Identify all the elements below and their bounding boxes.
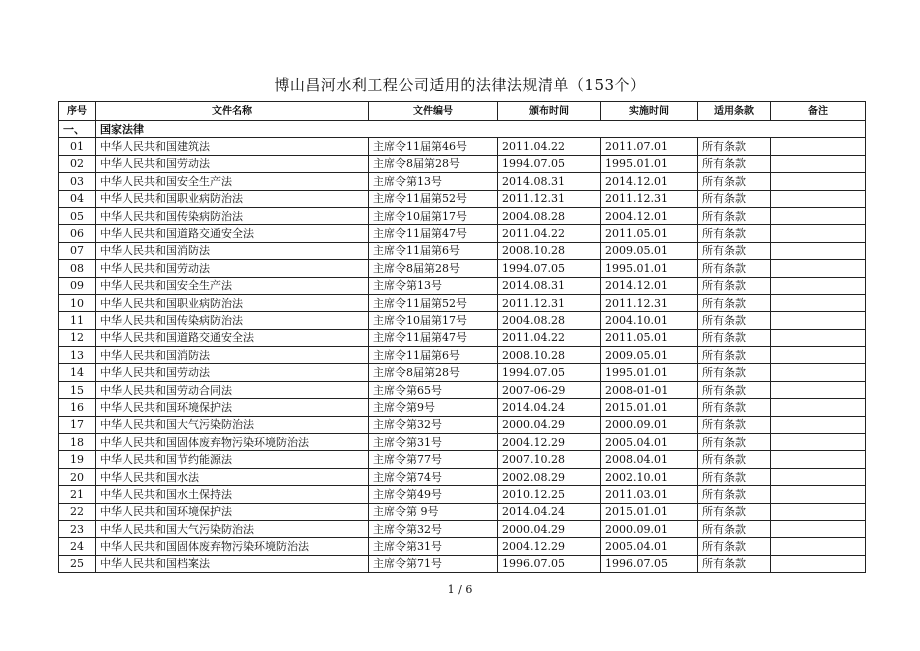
cell-effective: 2000.09.01: [601, 520, 698, 537]
cell-clause: 所有条款: [698, 190, 771, 207]
cell-issued: 1996.07.05: [498, 555, 601, 572]
cell-name: 中华人民共和国劳动合同法: [96, 381, 369, 398]
cell-effective: 2005.04.01: [601, 434, 698, 451]
cell-no: 06: [59, 225, 96, 242]
cell-note: [771, 312, 866, 329]
cell-note: [771, 364, 866, 381]
table-row: [59, 399, 866, 416]
cell-clause: 所有条款: [698, 225, 771, 242]
cell-code: 主席令11届第52号: [369, 190, 498, 207]
table-row: [59, 538, 866, 555]
table-row: [59, 242, 866, 259]
cell-no: 25: [59, 555, 96, 572]
cell-effective: 2011.05.01: [601, 329, 698, 346]
cell-note: [771, 155, 866, 172]
cell-note: [771, 434, 866, 451]
cell-effective: 1995.01.01: [601, 260, 698, 277]
cell-effective: 2011.07.01: [601, 138, 698, 155]
cell-name: 中华人民共和国传染病防治法: [96, 207, 369, 224]
cell-no: 07: [59, 242, 96, 259]
cell-effective: 2008-01-01: [601, 381, 698, 398]
cell-issued: 2004.08.28: [498, 312, 601, 329]
cell-name: 中华人民共和国劳动法: [96, 155, 369, 172]
cell-issued: 2014.08.31: [498, 173, 601, 190]
cell-note: [771, 242, 866, 259]
cell-clause: 所有条款: [698, 277, 771, 294]
cell-issued: 2014.04.24: [498, 503, 601, 520]
section-no: 一、: [59, 121, 96, 138]
cell-note: [771, 451, 866, 468]
cell-clause: 所有条款: [698, 451, 771, 468]
cell-effective: 2015.01.01: [601, 399, 698, 416]
cell-code: 主席令8届第28号: [369, 260, 498, 277]
cell-code: 主席令第 9号: [369, 503, 498, 520]
cell-note: [771, 486, 866, 503]
cell-no: 09: [59, 277, 96, 294]
table-row: [59, 520, 866, 537]
page-number: 1 / 6: [447, 583, 473, 596]
cell-code: 主席令10届第17号: [369, 312, 498, 329]
table-row: [59, 555, 866, 572]
cell-no: 18: [59, 434, 96, 451]
cell-note: [771, 260, 866, 277]
table-row: [59, 225, 866, 242]
cell-issued: 2008.10.28: [498, 347, 601, 364]
cell-code: 主席令11届第6号: [369, 347, 498, 364]
cell-issued: 2011.12.31: [498, 294, 601, 311]
cell-name: 中华人民共和国消防法: [96, 242, 369, 259]
cell-code: 主席令11届第46号: [369, 138, 498, 155]
cell-issued: 2007-06-29: [498, 381, 601, 398]
cell-issued: 1994.07.05: [498, 364, 601, 381]
cell-issued: 2010.12.25: [498, 486, 601, 503]
cell-code: 主席令第49号: [369, 486, 498, 503]
cell-no: 04: [59, 190, 96, 207]
cell-no: 16: [59, 399, 96, 416]
cell-no: 19: [59, 451, 96, 468]
table-row: [59, 416, 866, 433]
cell-effective: 2011.12.31: [601, 190, 698, 207]
cell-name: 中华人民共和国水法: [96, 468, 369, 485]
cell-note: [771, 190, 866, 207]
cell-issued: 2014.08.31: [498, 277, 601, 294]
cell-name: 中华人民共和国固体废弃物污染环境防治法: [96, 434, 369, 451]
cell-clause: 所有条款: [698, 538, 771, 555]
cell-issued: 2002.08.29: [498, 468, 601, 485]
cell-effective: 2004.12.01: [601, 207, 698, 224]
header-issued: 颁布时间: [498, 102, 601, 121]
cell-code: 主席令11届第47号: [369, 329, 498, 346]
cell-name: 中华人民共和国劳动法: [96, 364, 369, 381]
cell-note: [771, 468, 866, 485]
cell-effective: 2002.10.01: [601, 468, 698, 485]
cell-name: 中华人民共和国道路交通安全法: [96, 225, 369, 242]
cell-code: 主席令第31号: [369, 434, 498, 451]
cell-issued: 2004.12.29: [498, 434, 601, 451]
cell-issued: 1994.07.05: [498, 155, 601, 172]
cell-no: 02: [59, 155, 96, 172]
cell-note: [771, 520, 866, 537]
cell-note: [771, 555, 866, 572]
cell-effective: 2000.09.01: [601, 416, 698, 433]
cell-note: [771, 399, 866, 416]
cell-issued: 2011.04.22: [498, 225, 601, 242]
cell-code: 主席令第74号: [369, 468, 498, 485]
cell-code: 主席令第77号: [369, 451, 498, 468]
cell-code: 主席令第9号: [369, 399, 498, 416]
cell-note: [771, 329, 866, 346]
document-title: 博山昌河水利工程公司适用的法律法规清单（153个）: [274, 76, 646, 94]
cell-code: 主席令第32号: [369, 520, 498, 537]
table-row: [59, 364, 866, 381]
cell-effective: 2011.12.31: [601, 294, 698, 311]
cell-no: 21: [59, 486, 96, 503]
header-clause: 适用条款: [698, 102, 771, 121]
cell-name: 中华人民共和国劳动法: [96, 260, 369, 277]
cell-code: 主席令第65号: [369, 381, 498, 398]
cell-no: 15: [59, 381, 96, 398]
cell-clause: 所有条款: [698, 381, 771, 398]
cell-no: 24: [59, 538, 96, 555]
cell-no: 22: [59, 503, 96, 520]
cell-clause: 所有条款: [698, 434, 771, 451]
cell-name: 中华人民共和国大气污染防治法: [96, 416, 369, 433]
cell-name: 中华人民共和国道路交通安全法: [96, 329, 369, 346]
section-row: [59, 121, 866, 138]
cell-effective: 2014.12.01: [601, 173, 698, 190]
cell-no: 13: [59, 347, 96, 364]
cell-issued: 2011.12.31: [498, 190, 601, 207]
table-row: [59, 434, 866, 451]
cell-issued: 2011.04.22: [498, 329, 601, 346]
cell-code: 主席令11届第47号: [369, 225, 498, 242]
table-row: [59, 347, 866, 364]
cell-no: 01: [59, 138, 96, 155]
cell-effective: 1995.01.01: [601, 364, 698, 381]
table-row: [59, 138, 866, 155]
cell-issued: 2008.10.28: [498, 242, 601, 259]
cell-no: 23: [59, 520, 96, 537]
table-row: [59, 381, 866, 398]
table-row: [59, 503, 866, 520]
cell-clause: 所有条款: [698, 399, 771, 416]
cell-note: [771, 416, 866, 433]
table-row: [59, 207, 866, 224]
cell-effective: 2008.04.01: [601, 451, 698, 468]
cell-effective: 2005.04.01: [601, 538, 698, 555]
cell-effective: 2011.03.01: [601, 486, 698, 503]
cell-clause: 所有条款: [698, 138, 771, 155]
table-row: [59, 329, 866, 346]
cell-effective: 1995.01.01: [601, 155, 698, 172]
cell-clause: 所有条款: [698, 207, 771, 224]
cell-note: [771, 503, 866, 520]
cell-issued: 2004.08.28: [498, 207, 601, 224]
cell-code: 主席令第13号: [369, 173, 498, 190]
table-row: [59, 312, 866, 329]
cell-name: 中华人民共和国环境保护法: [96, 399, 369, 416]
cell-clause: 所有条款: [698, 312, 771, 329]
table-row: [59, 173, 866, 190]
cell-issued: 2014.04.24: [498, 399, 601, 416]
table-row: [59, 468, 866, 485]
cell-clause: 所有条款: [698, 294, 771, 311]
cell-clause: 所有条款: [698, 555, 771, 572]
cell-code: 主席令11届第52号: [369, 294, 498, 311]
cell-clause: 所有条款: [698, 503, 771, 520]
cell-code: 主席令第13号: [369, 277, 498, 294]
cell-name: 中华人民共和国安全生产法: [96, 277, 369, 294]
cell-note: [771, 173, 866, 190]
law-list-table: [58, 101, 866, 573]
section-name: 国家法律: [96, 121, 866, 138]
cell-issued: 2007.10.28: [498, 451, 601, 468]
cell-no: 17: [59, 416, 96, 433]
cell-effective: 2009.05.01: [601, 347, 698, 364]
cell-clause: 所有条款: [698, 347, 771, 364]
cell-effective: 2009.05.01: [601, 242, 698, 259]
cell-clause: 所有条款: [698, 486, 771, 503]
header-name: 文件名称: [96, 102, 369, 121]
cell-code: 主席令8届第28号: [369, 155, 498, 172]
cell-effective: 2015.01.01: [601, 503, 698, 520]
header-effective: 实施时间: [601, 102, 698, 121]
table-row: [59, 451, 866, 468]
table-header-row: [59, 102, 866, 121]
cell-note: [771, 381, 866, 398]
cell-note: [771, 207, 866, 224]
cell-name: 中华人民共和国水土保持法: [96, 486, 369, 503]
cell-clause: 所有条款: [698, 329, 771, 346]
cell-code: 主席令第31号: [369, 538, 498, 555]
cell-effective: 1996.07.05: [601, 555, 698, 572]
cell-clause: 所有条款: [698, 260, 771, 277]
table-row: [59, 277, 866, 294]
cell-name: 中华人民共和国环境保护法: [96, 503, 369, 520]
cell-no: 08: [59, 260, 96, 277]
cell-effective: 2004.10.01: [601, 312, 698, 329]
cell-no: 12: [59, 329, 96, 346]
cell-name: 中华人民共和国传染病防治法: [96, 312, 369, 329]
cell-code: 主席令8届第28号: [369, 364, 498, 381]
cell-note: [771, 138, 866, 155]
cell-note: [771, 538, 866, 555]
cell-no: 14: [59, 364, 96, 381]
cell-clause: 所有条款: [698, 416, 771, 433]
cell-note: [771, 277, 866, 294]
cell-no: 11: [59, 312, 96, 329]
header-code: 文件编号: [369, 102, 498, 121]
cell-name: 中华人民共和国固体废弃物污染环境防治法: [96, 538, 369, 555]
cell-no: 05: [59, 207, 96, 224]
cell-name: 中华人民共和国档案法: [96, 555, 369, 572]
cell-no: 03: [59, 173, 96, 190]
cell-code: 主席令10届第17号: [369, 207, 498, 224]
cell-note: [771, 347, 866, 364]
cell-clause: 所有条款: [698, 520, 771, 537]
cell-effective: 2011.05.01: [601, 225, 698, 242]
cell-clause: 所有条款: [698, 242, 771, 259]
cell-issued: 1994.07.05: [498, 260, 601, 277]
cell-clause: 所有条款: [698, 364, 771, 381]
cell-name: 中华人民共和国节约能源法: [96, 451, 369, 468]
cell-clause: 所有条款: [698, 155, 771, 172]
cell-note: [771, 294, 866, 311]
cell-no: 20: [59, 468, 96, 485]
cell-name: 中华人民共和国职业病防治法: [96, 294, 369, 311]
cell-clause: 所有条款: [698, 173, 771, 190]
table-row: [59, 294, 866, 311]
table-row: [59, 190, 866, 207]
cell-name: 中华人民共和国安全生产法: [96, 173, 369, 190]
cell-issued: 2000.04.29: [498, 416, 601, 433]
cell-name: 中华人民共和国职业病防治法: [96, 190, 369, 207]
cell-effective: 2014.12.01: [601, 277, 698, 294]
table-row: [59, 486, 866, 503]
cell-name: 中华人民共和国大气污染防治法: [96, 520, 369, 537]
header-note: 备注: [771, 102, 866, 121]
header-no: 序号: [59, 102, 96, 121]
table-row: [59, 260, 866, 277]
cell-name: 中华人民共和国消防法: [96, 347, 369, 364]
cell-issued: 2004.12.29: [498, 538, 601, 555]
cell-note: [771, 225, 866, 242]
cell-code: 主席令11届第6号: [369, 242, 498, 259]
cell-name: 中华人民共和国建筑法: [96, 138, 369, 155]
cell-issued: 2000.04.29: [498, 520, 601, 537]
cell-code: 主席令第71号: [369, 555, 498, 572]
cell-clause: 所有条款: [698, 468, 771, 485]
cell-code: 主席令第32号: [369, 416, 498, 433]
cell-no: 10: [59, 294, 96, 311]
cell-issued: 2011.04.22: [498, 138, 601, 155]
table-row: [59, 155, 866, 172]
